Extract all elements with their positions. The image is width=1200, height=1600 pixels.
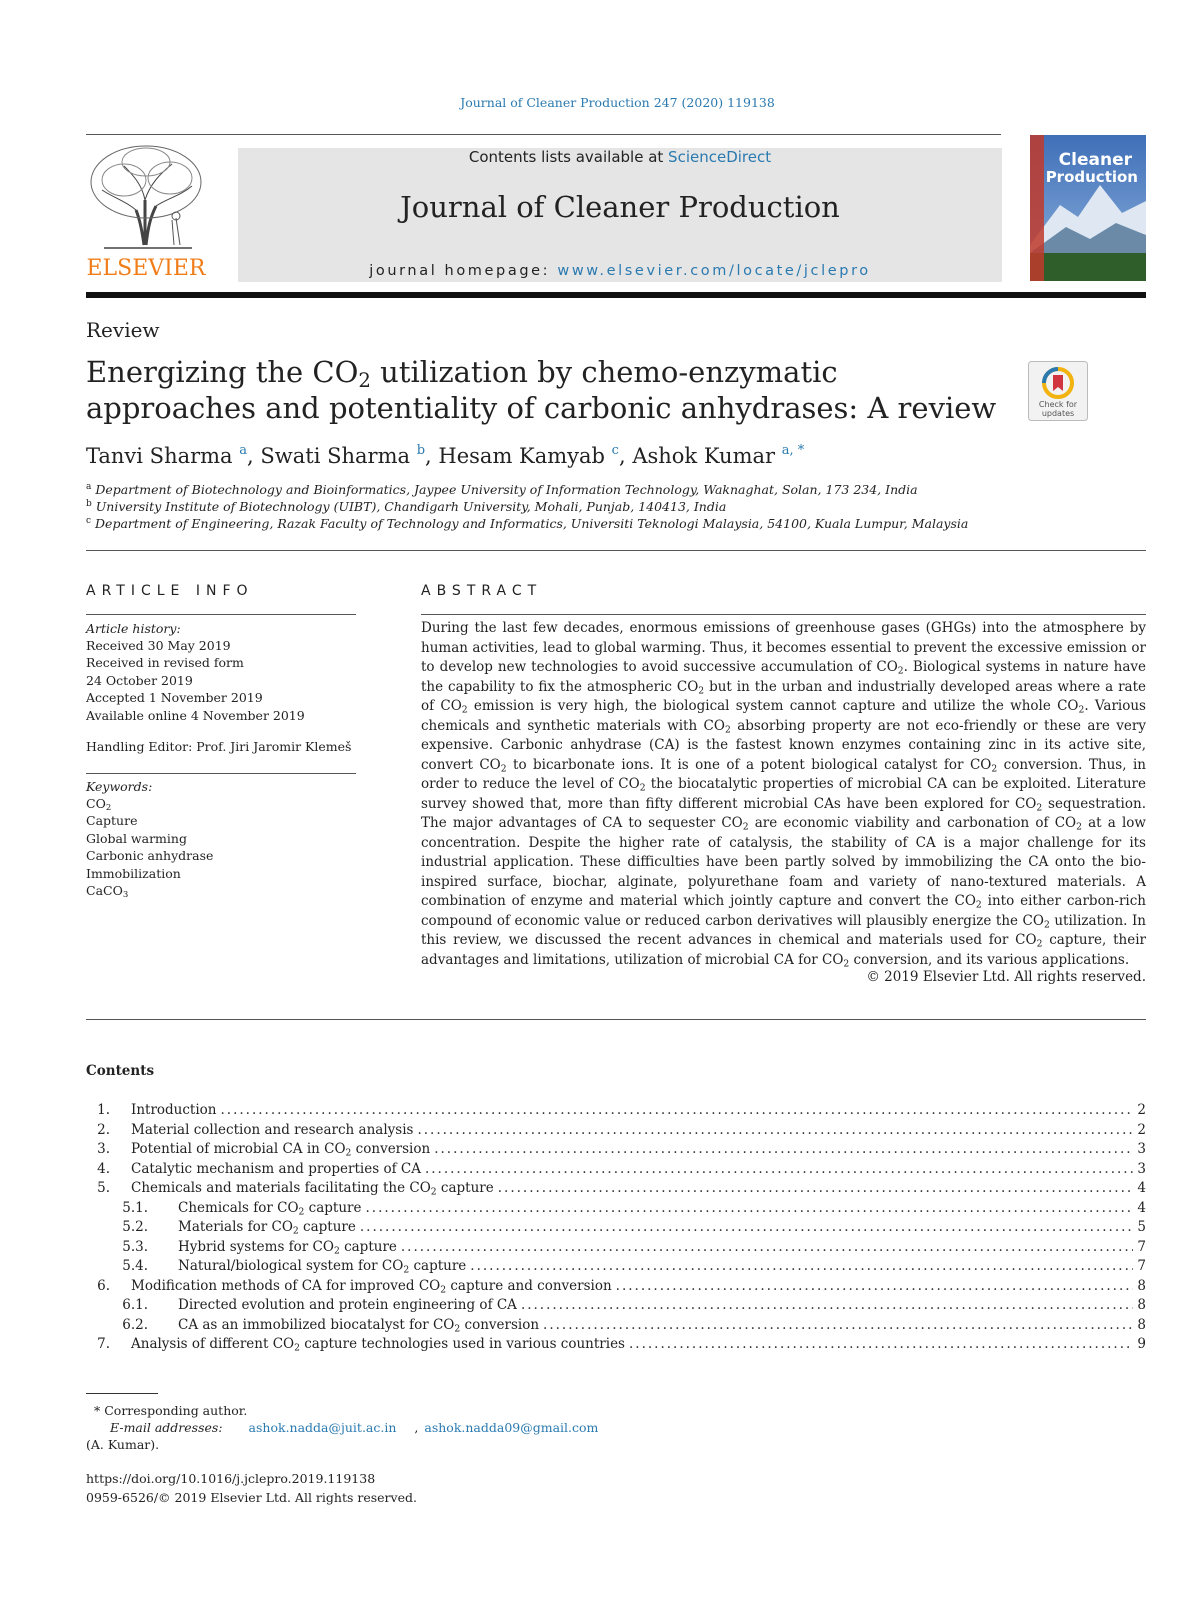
- author-name[interactable]: Hesam Kamyab: [438, 444, 605, 468]
- article-history-label: Article history:: [86, 621, 181, 636]
- toc-entry-title[interactable]: Modification methods of CA for improved $CO_2$ capture and conversion: [131, 1277, 612, 1295]
- toc-entry-page: 2: [1137, 1121, 1146, 1138]
- history-entry: Received in revised form: [86, 655, 244, 671]
- abstract-copyright: © 2019 Elsevier Ltd. All rights reserved.: [866, 969, 1146, 985]
- toc-entry[interactable]: [86, 1121, 1146, 1141]
- toc-leader-dots: [360, 1218, 1134, 1238]
- email-addresses: E-mail addresses: ashok.nadda@juit.ac.in , ashok.nadda09@gmail.com: [110, 1420, 599, 1435]
- article-type: Review: [86, 318, 160, 342]
- history-entry: 24 October 2019: [86, 672, 193, 688]
- author-name[interactable]: Swati Sharma: [260, 444, 411, 468]
- toc-leader-dots: [470, 1257, 1133, 1277]
- toc-entry-number: 5.: [97, 1180, 110, 1196]
- history-entry: Received 30 May 2019: [86, 638, 231, 653]
- header-thick-rule: [86, 292, 1146, 298]
- toc-entry-number: 2.: [97, 1121, 110, 1138]
- toc-entry-number: 6.: [97, 1277, 110, 1294]
- toc-entry-number: 6.1.: [122, 1297, 148, 1313]
- top-rule: [86, 134, 1001, 135]
- issn-copyright: 0959-6526/© 2019 Elsevier Ltd. All rights reserved.: [86, 1490, 417, 1505]
- toc-entry-title[interactable]: Chemicals for $CO_2$ capture: [178, 1199, 362, 1217]
- keyword: Immobilization: [86, 865, 181, 881]
- toc-entry[interactable]: [86, 1277, 1146, 1297]
- cover-title-line2: Production: [1045, 168, 1138, 186]
- keyword: Global warming: [86, 830, 187, 846]
- toc-entry-title[interactable]: CA as an immobilized biocatalyst for $CO_2$ conversion: [178, 1316, 540, 1334]
- toc-entry[interactable]: [86, 1140, 1146, 1160]
- keywords-label: Keywords:: [86, 779, 153, 794]
- toc-leader-dots: [434, 1140, 1133, 1160]
- affiliation-c: $^c$ Department of Engineering, Razak Faculty of Technology and Informatics, Universiti Teknologi Malaysia, 54100, Kuala Lumpur, Malaysia: [86, 516, 969, 531]
- toc-entry-number: 4.: [97, 1160, 110, 1177]
- toc-leader-dots: [221, 1101, 1134, 1121]
- toc-entry-page: 7: [1137, 1238, 1146, 1255]
- article-history-list: [86, 637, 305, 724]
- toc-entry-page: 2: [1137, 1102, 1146, 1118]
- doi-link[interactable]: https://doi.org/10.1016/j.jclepro.2019.119138: [86, 1471, 376, 1486]
- author-affil-sup[interactable]: a: [239, 443, 248, 458]
- toc-leader-dots: [629, 1335, 1133, 1355]
- toc-entry-number: 5.3.: [122, 1238, 148, 1255]
- toc-entry-number: 5.1.: [122, 1199, 148, 1216]
- author-affil-sup[interactable]: a, *: [781, 443, 805, 458]
- toc-entry[interactable]: [86, 1296, 1146, 1316]
- toc-entry-number: 1.: [97, 1102, 110, 1118]
- keyword: Carbonic anhydrase: [86, 848, 214, 864]
- abstract-heading: ABSTRACT: [421, 583, 543, 599]
- contents-rule: [86, 1019, 1146, 1020]
- history-entry: Available online 4 November 2019: [86, 707, 305, 723]
- author-affil-sup[interactable]: b: [416, 443, 426, 458]
- toc-entry-title[interactable]: Catalytic mechanism and properties of CA: [131, 1160, 421, 1177]
- article-info-rule: [86, 614, 356, 615]
- toc-entry-number: 6.2.: [122, 1316, 148, 1333]
- toc-entry-title[interactable]: Material collection and research analysis: [131, 1121, 414, 1138]
- toc-entry-page: 5: [1137, 1219, 1146, 1235]
- toc-entry-number: 3.: [97, 1141, 110, 1157]
- toc-entry-page: 4: [1137, 1180, 1146, 1196]
- email-link[interactable]: ashok.nadda09@gmail.com: [424, 1420, 599, 1435]
- toc-entry[interactable]: [86, 1199, 1146, 1219]
- keyword: $CO_2$: [86, 796, 112, 814]
- sciencedirect-link[interactable]: ScienceDirect: [668, 148, 772, 166]
- journal-title: Journal of Cleaner Production: [400, 190, 840, 224]
- footnote-rule: [86, 1393, 158, 1394]
- elsevier-tree-logo: [84, 140, 210, 285]
- toc-entry[interactable]: [86, 1160, 1146, 1180]
- history-entry: Accepted 1 November 2019: [86, 690, 263, 706]
- toc-leader-dots: [543, 1316, 1133, 1336]
- toc-entry-title[interactable]: Natural/biological system for $CO_2$ capture: [178, 1258, 467, 1276]
- toc-entry-title[interactable]: Directed evolution and protein engineering of CA: [178, 1297, 517, 1313]
- toc-leader-dots: [366, 1199, 1134, 1219]
- table-of-contents: [86, 1101, 1146, 1355]
- toc-entry-page: 8: [1137, 1277, 1146, 1294]
- toc-entry[interactable]: [86, 1257, 1146, 1277]
- corresponding-author-note: * Corresponding author.: [94, 1403, 248, 1418]
- keyword: Capture: [86, 813, 138, 829]
- handling-editor: Handling Editor: Prof. Jiri Jaromir Klemeš: [86, 739, 352, 754]
- toc-entry[interactable]: [86, 1316, 1146, 1336]
- keyword: CaCO$_3$: [86, 883, 129, 901]
- keywords-rule: [86, 773, 356, 774]
- author-list: Tanvi Sharma $^a$, Swati Sharma $^b$, Hesam Kamyab $^c$, Ashok Kumar $^{a, *}$: [86, 443, 805, 468]
- toc-entry[interactable]: [86, 1101, 1146, 1121]
- cover-title-line1: Cleaner: [1058, 150, 1132, 170]
- toc-entry-page: 9: [1137, 1336, 1146, 1352]
- toc-entry[interactable]: [86, 1335, 1146, 1355]
- toc-entry-page: 4: [1137, 1199, 1146, 1216]
- journal-reference-link[interactable]: Journal of Cleaner Production 247 (2020) 119138: [460, 95, 775, 110]
- abstract-text: During the last few decades, enormous emissions of greenhouse gases (GHGs) into the atmosphere by human activities, lead to global warming. Thus, it becomes essential to prevent the excessive emission or to develop new technologies to avoid successive accumulation of $CO_2$. Biological systems in nature have the capability to fix the atmospheric $CO_2$ but in the urban and industrially developed areas where a rate of $CO_2$ emission is very high, the biological system cannot capture and utilize the whole $CO_2$. Various chemicals and synthetic materials with $CO_2$ absorbing property are not eco-friendly or these are very expensive. Carbonic anhydrase (CA) is the fastest known enzymes containing zinc in its active site, convert $CO_2$ to bicarbonate ions. It is one of a potent biological catalyst for $CO_2$ conversion. Thus, in order to reduce the level of $CO_2$ the biocatalytic properties of microbial CA can be exploited. Literature survey showed that, more than fifty different microbial CAs have been explored for $CO_2$ sequestration. The major advantages of CA to sequester $CO_2$ are economic viability and carbonation of $CO_2$ at a low concentration. Despite the higher rate of catalysis, the stability of CA is a major challenge for its industrial application. These difficulties have been partly solved by immobilizing the CA onto the bio-inspired surface, biochar, alginate, polyurethane foam and variety of nano-textured materials. A combination of enzyme and material which jointly capture and convert the $CO_2$ into either carbon-rich compound of economic value or reduced carbon derivatives will plausibly energize the $CO_2$ utilization. In this review, we discussed the recent advances in chemical and materials used for $CO_2$ capture, their advantages and limitations, utilization of microbial CA for $CO_2$ conversion, and its various applications.: [421, 620, 1147, 969]
- journal-homepage-link[interactable]: www.elsevier.com/locate/jclepro: [557, 263, 871, 279]
- check-updates-label-line2: updates: [1041, 409, 1075, 418]
- article-title: Energizing the $CO_2$ utilization by chemo-enzymatic approaches and potentiality of carbonic anhydrases: A review: [86, 355, 997, 425]
- toc-entry-page: 3: [1137, 1160, 1146, 1177]
- affiliation-a: $^a$ Department of Biotechnology and Bioinformatics, Jaypee University of Information Technology, Waknaghat, Solan, 173 234, India: [86, 482, 918, 497]
- toc-leader-dots: [616, 1277, 1134, 1297]
- toc-leader-dots: [401, 1238, 1134, 1258]
- elsevier-wordmark: ELSEVIER: [86, 256, 206, 281]
- toc-entry-title[interactable]: Materials for $CO_2$ capture: [178, 1219, 356, 1237]
- toc-entry-page: 8: [1137, 1297, 1146, 1313]
- author-affil-sup[interactable]: c: [611, 443, 619, 458]
- author-name[interactable]: Ashok Kumar: [632, 444, 776, 468]
- toc-entry-title[interactable]: Introduction: [131, 1102, 217, 1118]
- toc-entry-number: 5.4.: [122, 1258, 148, 1274]
- toc-entry[interactable]: [86, 1179, 1146, 1199]
- toc-leader-dots: [498, 1179, 1134, 1199]
- toc-entry-page: 7: [1137, 1258, 1146, 1274]
- check-for-updates-badge[interactable]: [1028, 361, 1088, 421]
- abstract-rule: [421, 614, 1146, 615]
- affiliation-rule: [86, 550, 1146, 551]
- contents-available-line: Contents lists available at ScienceDirect: [468, 148, 772, 166]
- email-owner: (A. Kumar).: [86, 1437, 160, 1452]
- toc-leader-dots: [417, 1121, 1133, 1141]
- toc-leader-dots: [521, 1296, 1133, 1316]
- toc-entry-title[interactable]: Chemicals and materials facilitating the $CO_2$ capture: [131, 1180, 494, 1198]
- toc-entry-number: 7.: [97, 1336, 110, 1352]
- contents-heading: Contents: [86, 1063, 155, 1079]
- article-info-heading: ARTICLE INFO: [86, 583, 254, 599]
- toc-entry-number: 5.2.: [122, 1219, 148, 1235]
- check-updates-label-line1: Check for: [1038, 400, 1078, 409]
- toc-entry[interactable]: [86, 1238, 1146, 1258]
- email-label: E-mail addresses:: [110, 1420, 223, 1435]
- toc-entry-page: 8: [1137, 1316, 1146, 1333]
- toc-leader-dots: [425, 1160, 1133, 1180]
- toc-entry-title[interactable]: Hybrid systems for $CO_2$ capture: [178, 1238, 397, 1256]
- toc-entry-page: 3: [1137, 1141, 1146, 1157]
- email-link[interactable]: ashok.nadda@juit.ac.in: [248, 1420, 397, 1435]
- author-name[interactable]: Tanvi Sharma: [86, 444, 233, 468]
- toc-entry[interactable]: [86, 1218, 1146, 1238]
- affiliation-b: $^b$ University Institute of Biotechnology (UIBT), Chandigarh University, Mohali, Punjab, 140413, India: [86, 499, 727, 514]
- journal-cover-image[interactable]: [1030, 135, 1146, 281]
- journal-homepage-line: journal homepage: www.elsevier.com/locate/jclepro: [369, 263, 871, 279]
- keywords-list: [86, 795, 213, 899]
- toc-entry-title[interactable]: Potential of microbial CA in $CO_2$ conversion: [131, 1141, 431, 1159]
- toc-entry-title[interactable]: Analysis of different $CO_2$ capture technologies used in various countries: [131, 1336, 625, 1354]
